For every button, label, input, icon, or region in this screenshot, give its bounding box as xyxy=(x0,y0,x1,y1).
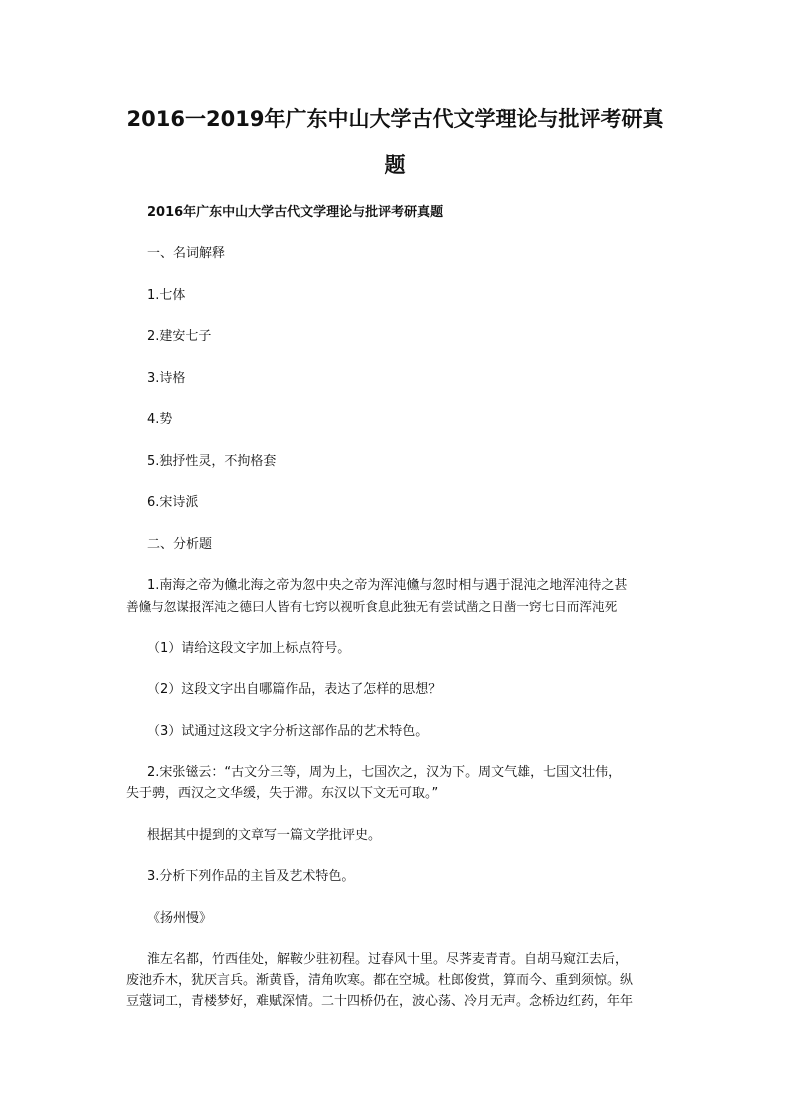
section-title: 2016年广东中山大学古代文学理论与批评考研真题 xyxy=(147,205,444,220)
poem-line: 废池乔木，犹厌言兵。渐黄昏，清角吹寒。都在空城。杜郎俊赏，算而今、重到须惊。纵 xyxy=(126,973,634,988)
poem-title: 《扬州慢》 xyxy=(147,911,213,926)
term-item: 5.独抒性灵，不拘格套 xyxy=(147,454,277,469)
q1-text-line: 善儵与忽谋报浑沌之德曰人皆有七窍以视听食息此独无有尝试凿之日凿一窍七日而浑沌死 xyxy=(126,599,618,614)
term-item: 2.建安七子 xyxy=(147,329,212,344)
q1-subquestion: （1）请给这段文字加上标点符号。 xyxy=(147,641,351,656)
document-title xyxy=(120,96,670,188)
poem-line: 豆蔻词工，青楼梦好，难赋深情。二十四桥仍在，波心荡、冷月无声。念桥边红药，年年 xyxy=(126,994,634,1009)
part2-heading: 二、分析题 xyxy=(147,537,213,552)
q2-text-line: 失于骋，西汉之文华缓，失于滞。东汉以下文无可取。” xyxy=(126,786,439,801)
poem-line: 淮左名都，竹西佳处，解鞍少驻初程。过春风十里。尽荠麦青青。自胡马窥江去后， xyxy=(147,952,629,967)
term-item: 1.七体 xyxy=(147,288,186,303)
term-item: 6.宋诗派 xyxy=(147,495,199,510)
title-line-2: 题 xyxy=(384,153,406,177)
q1-text-line: 1.南海之帝为儵北海之帝为忽中央之帝为浑沌儵与忽时相与遇于混沌之地浑沌待之甚 xyxy=(147,578,628,593)
part1-heading: 一、名词解释 xyxy=(147,246,226,261)
term-item: 3.诗格 xyxy=(147,371,186,386)
q2-text-line: 2.宋张镃云：“古文分三等，周为上，七国次之，汉为下。周文气雄，七国文壮伟， xyxy=(147,765,622,780)
q2-task: 根据其中提到的文章写一篇文学批评史。 xyxy=(147,828,382,843)
q1-subquestion: （2）这段文字出自哪篇作品，表达了怎样的思想？ xyxy=(147,682,442,697)
q1-subquestion: （3）试通过这段文字分析这部作品的艺术特色。 xyxy=(147,724,429,739)
title-line-1: 2016一2019年广东中山大学古代文学理论与批评考研真 xyxy=(126,107,664,131)
q3-text: 3.分析下列作品的主旨及艺术特色。 xyxy=(147,869,355,884)
term-item: 4.势 xyxy=(147,412,173,427)
